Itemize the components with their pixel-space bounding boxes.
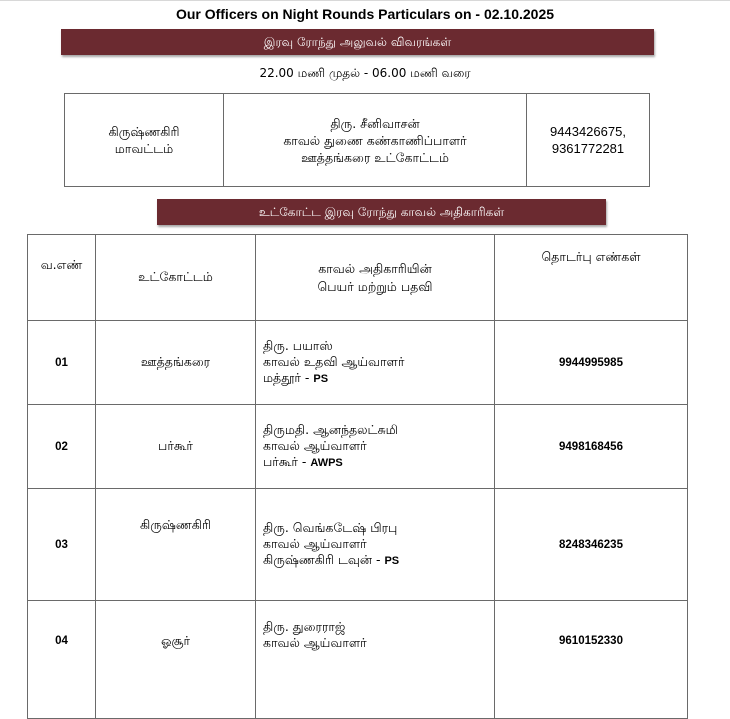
station-code: PS bbox=[313, 373, 329, 385]
row-phone: 9944995985 bbox=[495, 321, 688, 405]
header-officer-line: பெயர் மற்றும் பதவி bbox=[317, 278, 433, 294]
officer-post: காவல் உதவி ஆய்வாளர் bbox=[263, 354, 405, 369]
header-subdivision: உட்கோட்டம் bbox=[96, 235, 256, 321]
officer-post: காவல் ஆய்வாளர் bbox=[263, 438, 367, 453]
station-name: பர்கூர் - bbox=[263, 454, 311, 469]
row-phone: 9610152330 bbox=[495, 601, 688, 719]
station-name: கிருஷ்ணகிரி டவுன் - bbox=[263, 552, 385, 567]
table-row bbox=[28, 321, 688, 405]
row-serial: 03 bbox=[28, 489, 96, 601]
officer-post: காவல் ஆய்வாளர் bbox=[263, 635, 367, 650]
header-officer-line: காவல் அதிகாரியின் bbox=[318, 260, 432, 276]
row-serial: 01 bbox=[28, 321, 96, 405]
district-name-cell bbox=[65, 94, 224, 187]
district-phone: 9361772281 bbox=[551, 141, 625, 156]
officer-name: திருமதி. ஆனந்தலட்சுமி bbox=[263, 422, 398, 437]
district-phone: 9443426675, bbox=[550, 124, 626, 139]
row-subdivision: பர்கூர் bbox=[96, 405, 256, 489]
subdivision-officers-table bbox=[27, 234, 688, 719]
header-contact: தொடர்பு எண்கள் bbox=[495, 235, 688, 321]
top-rule bbox=[0, 0, 730, 1]
row-subdivision: ஓசூர் bbox=[96, 601, 256, 719]
district-officer-unit: ஊத்தங்கரை உட்கோட்டம் bbox=[301, 149, 449, 165]
page-title: Our Officers on Night Rounds Particulars on - 02.10.2025 bbox=[175, 6, 555, 22]
subdivision-officers-banner: உட்கோட்ட இரவு ரோந்து காவல் அதிகாரிகள் bbox=[157, 199, 606, 225]
officer-name: திரு. வெங்கடேஷ் பிரபு bbox=[263, 520, 398, 535]
officer-name: திரு. துரைராஜ் bbox=[263, 619, 346, 634]
district-phones-cell bbox=[527, 94, 650, 187]
station-name: மத்தூர் - bbox=[263, 370, 314, 385]
row-subdivision: கிருஷ்ணகிரி bbox=[96, 489, 256, 601]
officer-post: காவல் ஆய்வாளர் bbox=[263, 536, 367, 551]
officer-station bbox=[263, 454, 494, 471]
row-phone: 8248346235 bbox=[495, 489, 688, 601]
district-name-line: மாவட்டம் bbox=[114, 141, 174, 156]
row-officer bbox=[256, 601, 495, 719]
row-phone: 9498168456 bbox=[495, 405, 688, 489]
table-row bbox=[28, 489, 688, 601]
station-code: AWPS bbox=[310, 457, 343, 469]
row-officer bbox=[256, 489, 495, 601]
table-row bbox=[28, 601, 688, 719]
row-subdivision: ஊத்தங்கரை bbox=[96, 321, 256, 405]
officer-station bbox=[263, 552, 494, 569]
header-officer bbox=[256, 235, 495, 321]
row-officer bbox=[256, 321, 495, 405]
station-code: PS bbox=[384, 555, 400, 567]
district-row bbox=[65, 94, 650, 187]
row-serial: 02 bbox=[28, 405, 96, 489]
row-officer bbox=[256, 405, 495, 489]
district-name-line: கிருஷ்ணகிரி bbox=[108, 124, 180, 139]
night-rounds-banner: இரவு ரோந்து அலுவல் விவரங்கள் bbox=[61, 29, 654, 55]
officer-station bbox=[263, 370, 494, 387]
district-officer-table bbox=[64, 93, 650, 187]
table-header-row bbox=[28, 235, 688, 321]
district-officer-post: காவல் துணை கண்காணிப்பாளர் bbox=[283, 132, 467, 148]
time-range: 22.00 மணி முதல் - 06.00 மணி வரை bbox=[259, 66, 471, 80]
district-officer-name: திரு. சீனிவாசன் bbox=[330, 115, 420, 131]
row-serial: 04 bbox=[28, 601, 96, 719]
officer-name: திரு. பயாஸ் bbox=[263, 338, 333, 353]
table-row bbox=[28, 405, 688, 489]
district-officer-cell bbox=[224, 94, 527, 187]
header-serial: வ.எண் bbox=[28, 235, 96, 321]
